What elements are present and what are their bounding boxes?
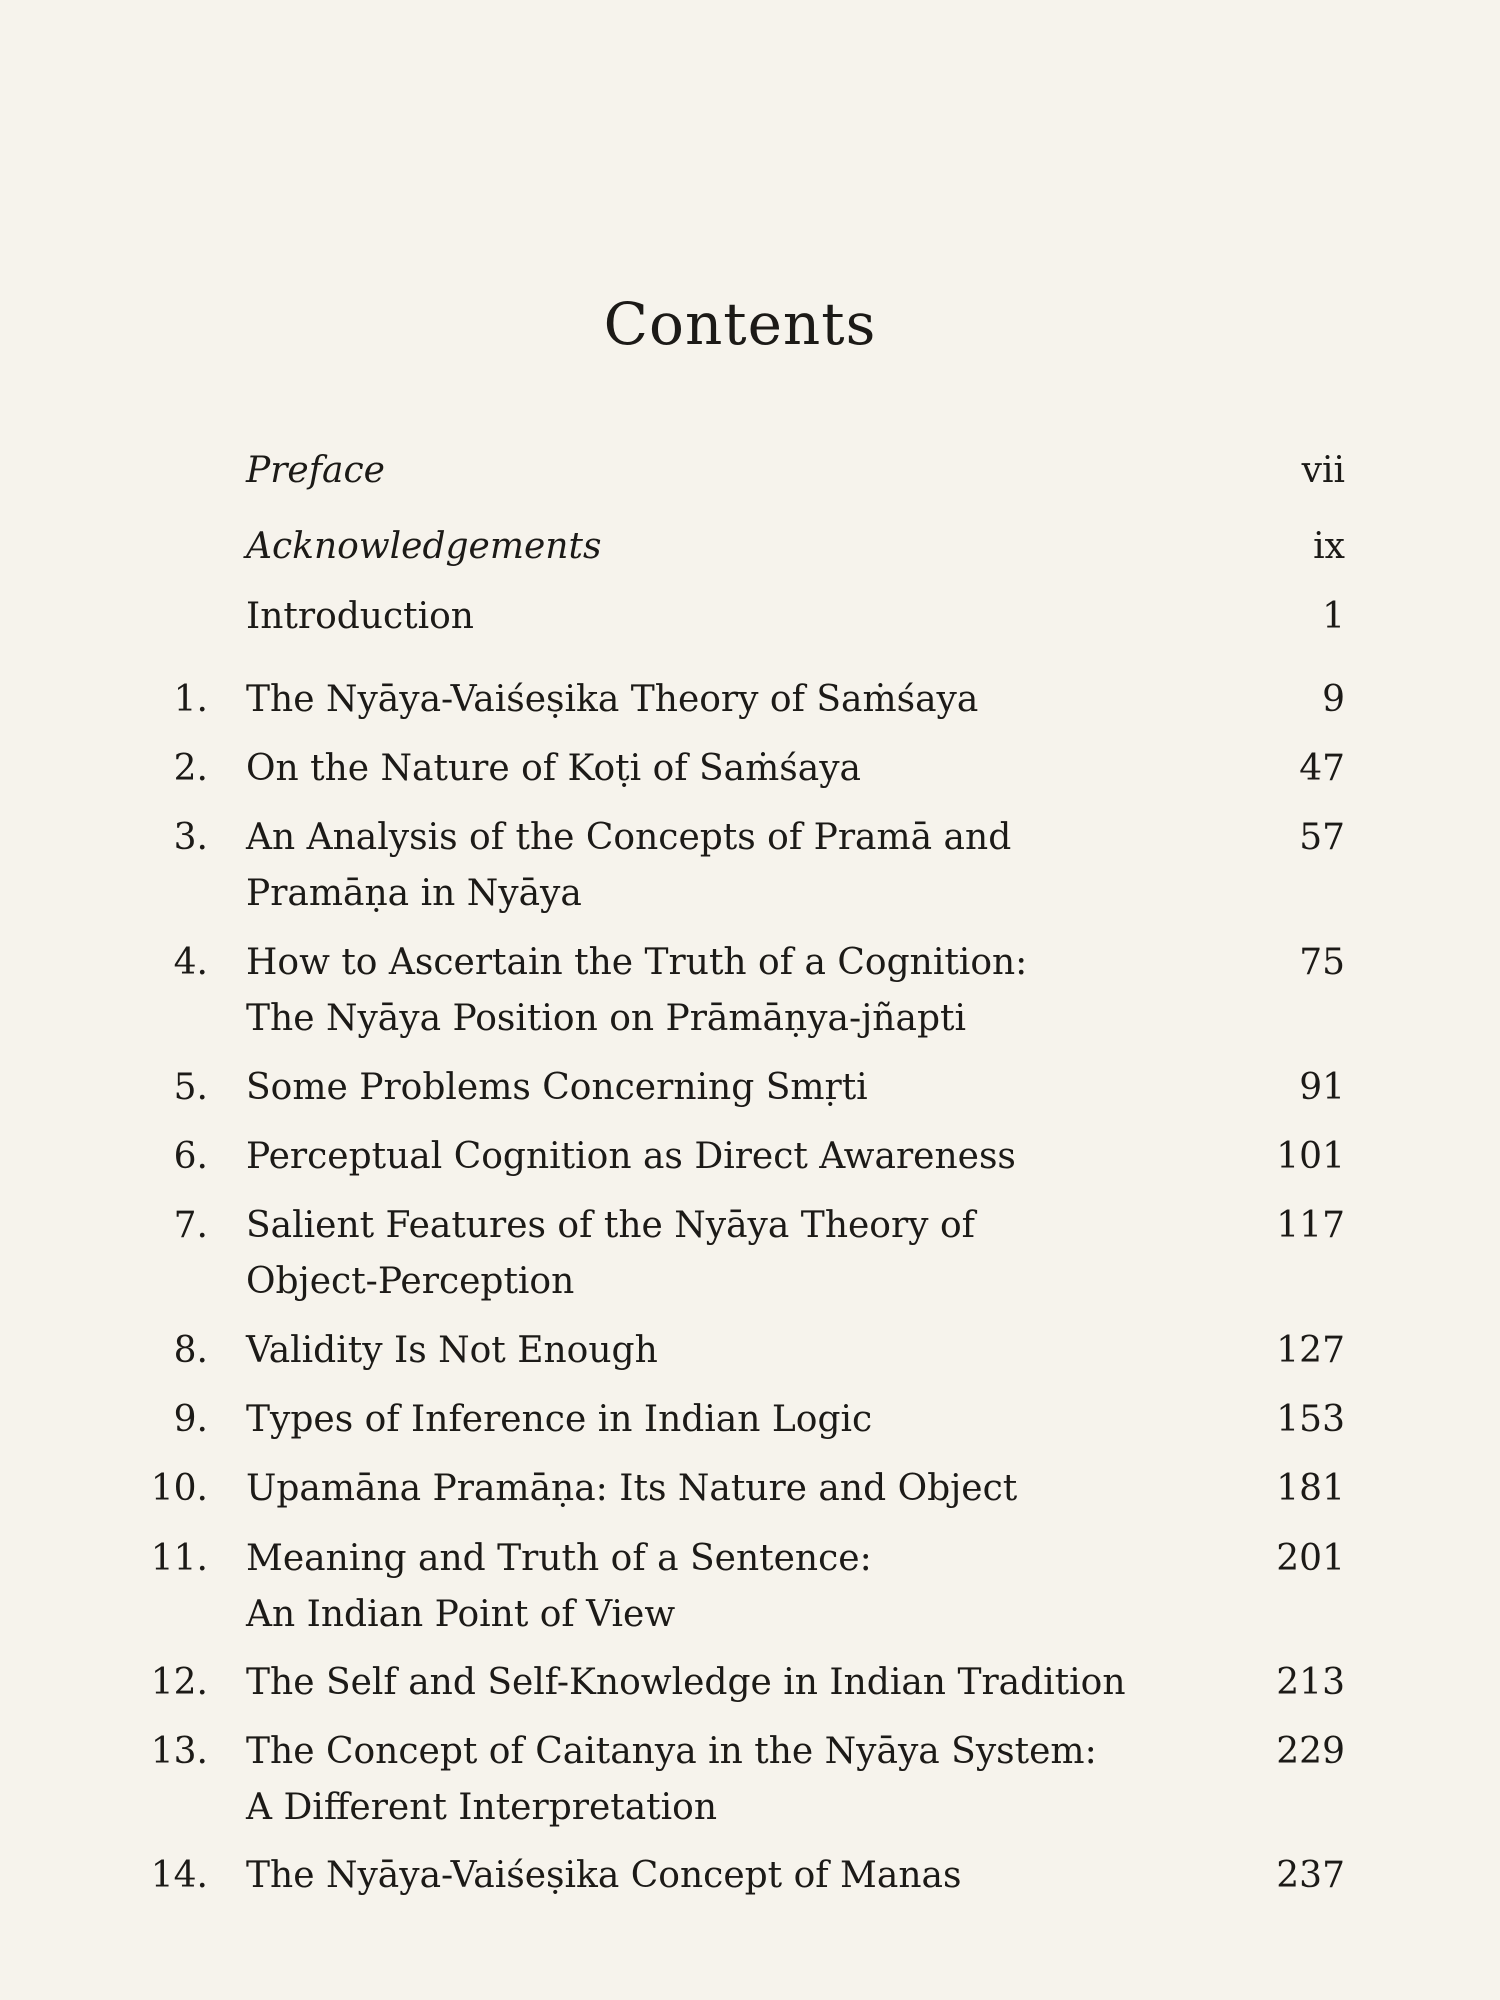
toc-chapter-number: 10. [150,1468,208,1509]
toc-chapter-number: 1. [173,679,208,720]
toc-page-number: 117 [1276,1205,1345,1246]
toc-page-number: vii [1301,450,1345,491]
toc-entry-title [246,1198,1146,1310]
toc-entry-title [246,519,1146,575]
toc-entry-title-line: Acknowledgements [246,526,602,567]
toc-entry-title-line: Validity Is Not Enough [246,1330,658,1371]
toc-chapter-number: 13. [150,1731,208,1772]
toc-entry-title [246,589,1146,645]
toc-chapter-number: 4. [173,942,208,983]
toc-entry-title-line: A Different Interpretation [246,1787,718,1828]
toc-entry-title-line: Types of Inference in Indian Logic [246,1399,873,1440]
toc-entry-title-line: Upamāna Pramāṇa: Its Nature and Object [246,1468,1018,1509]
toc-chapter-number: 5. [173,1067,208,1108]
toc-chapter-number: 14. [150,1855,208,1896]
toc-entry-title-line: The Nyāya Position on Prāmāṇya-jñapti [246,998,966,1039]
toc-page-number: 127 [1276,1330,1345,1371]
toc-entry-title-line: Salient Features of the Nyāya Theory of [246,1205,975,1246]
toc-page-number: 153 [1276,1399,1345,1440]
toc-page-number: 213 [1276,1662,1345,1703]
toc-chapter-number: 12. [150,1662,208,1703]
toc-entry-title [246,741,1146,797]
toc-page-number: 181 [1276,1468,1345,1509]
toc-page-number: 57 [1299,817,1345,858]
toc-page-number: 9 [1322,679,1345,720]
toc-entry-title [246,1724,1146,1836]
toc-entry-title [246,1323,1146,1379]
toc-entry-title [246,1461,1146,1517]
toc-page-number: 75 [1299,942,1345,983]
toc-page-number: 201 [1276,1538,1345,1579]
toc-entry-title [246,810,1146,922]
toc-entry-title-line: The Nyāya-Vaiśeṣika Theory of Saṁśaya [246,679,979,720]
toc-entry-title-line: The Concept of Caitanya in the Nyāya System: [246,1731,1097,1772]
toc-entry-title [246,935,1146,1047]
toc-entry-title [246,1531,1146,1643]
toc-entry-title-line: Some Problems Concerning Smṛti [246,1067,868,1108]
toc-entry-title-line: Preface [246,450,385,491]
toc-chapter-number: 2. [173,748,208,789]
toc-entry-title-line: An Indian Point of View [246,1594,676,1635]
page-title: Contents [603,290,877,358]
toc-chapter-number: 8. [173,1330,208,1371]
toc-page-number: 101 [1276,1136,1345,1177]
toc-chapter-number: 7. [173,1205,208,1246]
toc-chapter-number: 11. [150,1538,208,1579]
toc-entry-title [246,672,1146,728]
toc-entry-title-line: The Self and Self-Knowledge in Indian Tradition [246,1662,1126,1703]
toc-chapter-number: 3. [173,817,208,858]
toc-entry-title [246,1848,1146,1904]
toc-entry-title-line: Introduction [246,596,474,637]
toc-chapter-number: 6. [173,1136,208,1177]
toc-entry-title-line: Object-Perception [246,1261,575,1302]
toc-page-number: 91 [1299,1067,1345,1108]
toc-entry-title [246,1060,1146,1116]
toc-entry-title-line: On the Nature of Koṭi of Saṁśaya [246,748,862,789]
toc-page-number: 1 [1322,596,1345,637]
toc-chapter-number: 9. [173,1399,208,1440]
toc-page-number: 229 [1276,1731,1345,1772]
toc-entry-title-line: Meaning and Truth of a Sentence: [246,1538,872,1579]
toc-entry-title [246,1392,1146,1448]
toc-entry-title-line: Pramāṇa in Nyāya [246,873,582,914]
toc-entry-title [246,443,1146,499]
toc-entry-title-line: How to Ascertain the Truth of a Cognition: [246,942,1028,983]
toc-entry-title-line: Perceptual Cognition as Direct Awareness [246,1136,1016,1177]
toc-entry-title [246,1129,1146,1185]
toc-page-number: 47 [1299,748,1345,789]
toc-entry-title-line: The Nyāya-Vaiśeṣika Concept of Manas [246,1855,962,1896]
toc-page-number: ix [1313,526,1345,567]
toc-entry-title-line: An Analysis of the Concepts of Pramā and [246,817,1012,858]
toc-entry-title [246,1655,1146,1711]
toc-page-number: 237 [1276,1855,1345,1896]
